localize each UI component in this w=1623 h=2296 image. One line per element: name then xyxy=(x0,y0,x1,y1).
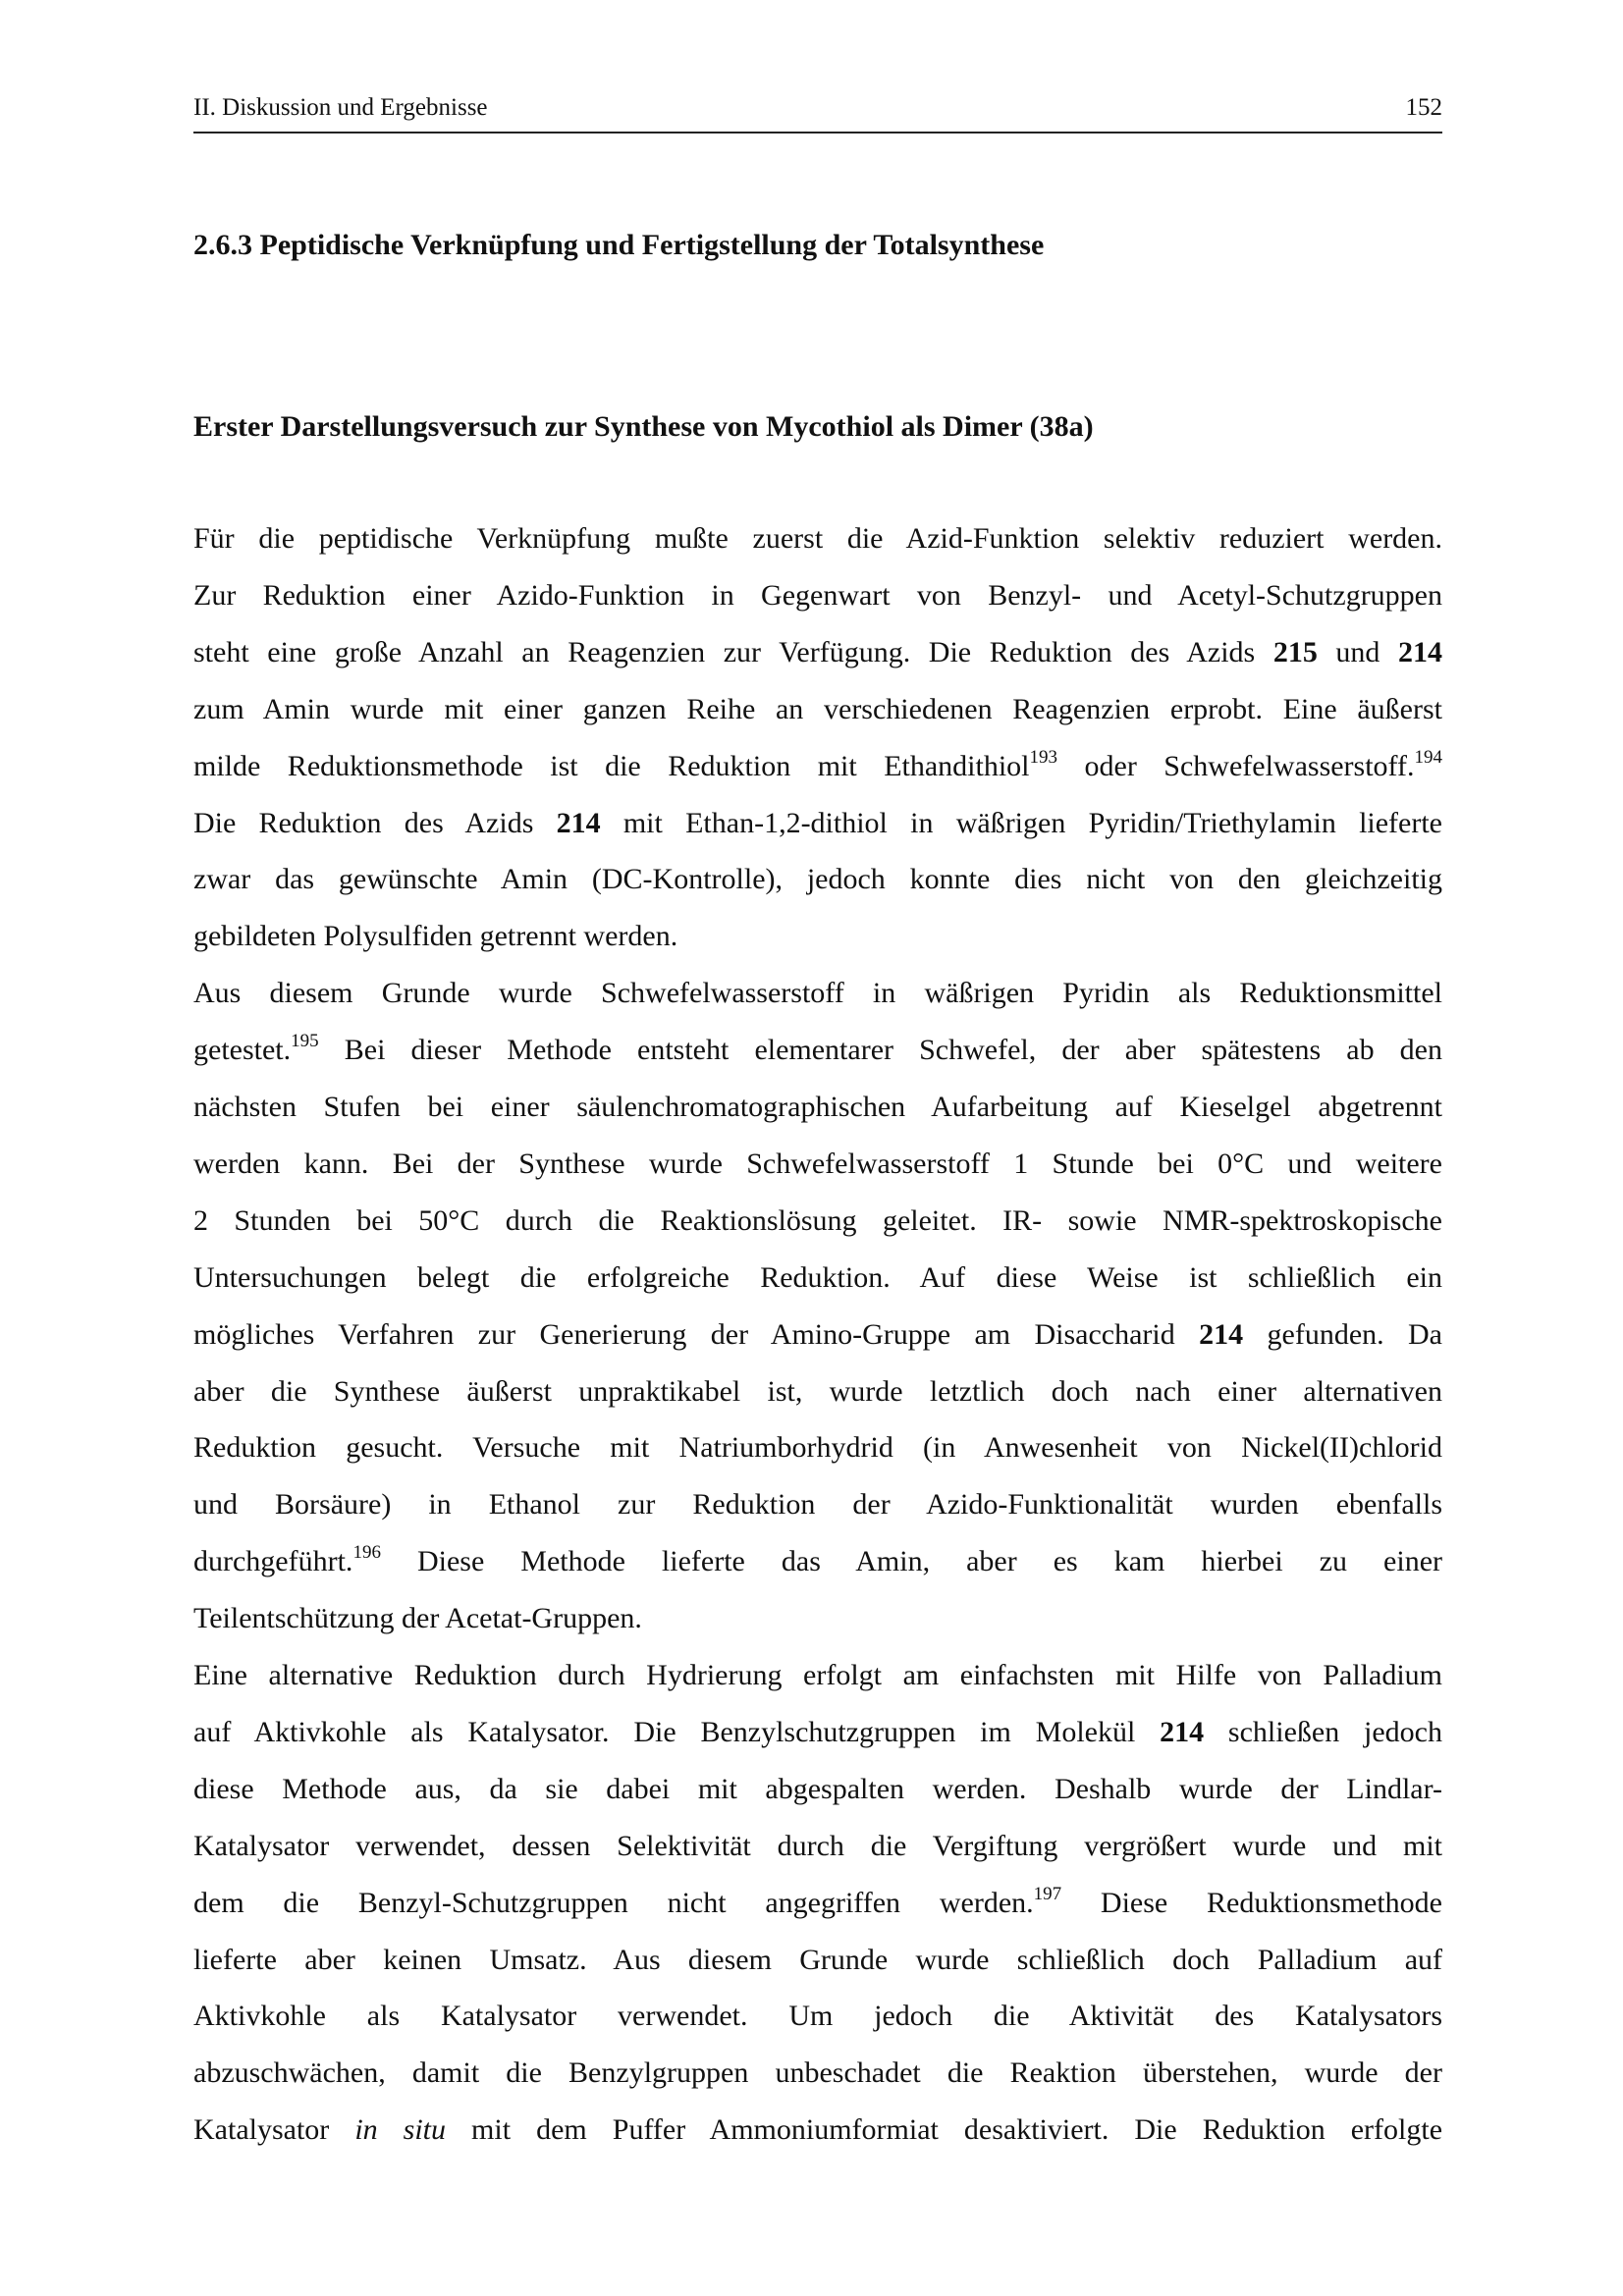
text-line xyxy=(193,1601,1442,1636)
compound-number: 214 xyxy=(1398,635,1442,668)
text-line xyxy=(193,1715,1442,1750)
text-line xyxy=(193,806,1442,841)
text-segment: Diese Reduktionsmethode xyxy=(1061,1886,1442,1919)
text-line xyxy=(193,1772,1442,1807)
text-segment: werden kann. Bei der Synthese wurde Schwefelwasserstoff 1 Stunde bei 0°C und weitere xyxy=(193,1147,1442,1180)
text-line xyxy=(193,1317,1442,1353)
chapter-title: II. Diskussion und Ergebnisse xyxy=(193,94,488,121)
footnote-reference: 197 xyxy=(1033,1883,1062,1904)
footnote-reference: 195 xyxy=(291,1031,319,1052)
text-segment: mit Ethan-1,2-dithiol in wäßrigen Pyridin/Triethylamin lieferte xyxy=(600,806,1442,839)
text-segment: diese Methode aus, da sie dabei mit abgespalten werden. Deshalb wurde der Lindlar- xyxy=(193,1772,1442,1805)
section-heading: 2.6.3 Peptidische Verknüpfung und Fertigstellung der Totalsynthese xyxy=(193,229,1045,261)
text-line xyxy=(193,1430,1442,1466)
text-segment: nächsten Stufen bei einer säulenchromatographischen Aufarbeitung auf Kieselgel abgetrennt xyxy=(193,1091,1442,1123)
text-segment: und Borsäure) in Ethanol zur Reduktion der Azido-Funktionalität wurden ebenfalls xyxy=(193,1488,1442,1522)
text-line xyxy=(193,1260,1442,1296)
text-segment: dem die Benzyl-Schutzgruppen nicht angegriffen werden. xyxy=(193,1886,1034,1919)
text-segment: lieferte aber keinen Umsatz. Aus diesem Grunde wurde schließlich doch Palladium auf xyxy=(193,1943,1442,1976)
compound-number: 214 xyxy=(1160,1715,1205,1748)
text-line xyxy=(193,2056,1442,2091)
text-line xyxy=(193,1544,1442,1579)
text-line xyxy=(193,919,1442,954)
text-segment: auf Aktivkohle als Katalysator. Die Benzylschutzgruppen im Molekül xyxy=(193,1715,1161,1748)
text-segment: steht eine große Anzahl an Reagenzien zur Verfügung. Die Reduktion des Azids xyxy=(193,635,1273,668)
text-segment: abzuschwächen, damit die Benzylgruppen unbeschadet die Reaktion überstehen, wurde der xyxy=(193,2056,1442,2090)
text-segment: Zur Reduktion einer Azido-Funktion in Gegenwart von Benzyl- und Acetyl-Schutzgruppen xyxy=(193,578,1442,612)
text-line xyxy=(193,1829,1442,1864)
text-segment: Katalysator xyxy=(193,2113,355,2147)
text-line xyxy=(193,1090,1442,1125)
text-segment: gebildeten Polysulfiden getrennt werden. xyxy=(193,920,678,953)
text-line xyxy=(193,746,1442,784)
running-header xyxy=(193,94,1442,122)
compound-number: 214 xyxy=(1199,1317,1244,1351)
header-rule xyxy=(193,132,1442,133)
text-line xyxy=(193,1883,1442,1921)
text-line xyxy=(193,521,1442,557)
text-segment: Eine alternative Reduktion durch Hydrierung erfolgt am einfachsten mit Hilfe von Palladium xyxy=(193,1659,1442,1691)
text-line xyxy=(193,1943,1442,1978)
text-segment: Die Reduktion des Azids xyxy=(193,806,557,839)
text-line xyxy=(193,692,1442,727)
text-segment: Diese Methode lieferte das Amin, aber es kam hierbei zu einer xyxy=(380,1545,1442,1578)
text-segment: in situ xyxy=(354,2113,447,2147)
text-line xyxy=(193,1658,1442,1693)
text-segment: Reduktion gesucht. Versuche mit Natriumborhydrid (in Anwesenheit von Nickel(II)chlorid xyxy=(193,1431,1442,1465)
text-line xyxy=(193,2112,1442,2148)
text-segment: und xyxy=(1317,635,1398,668)
page-number: 152 xyxy=(1405,94,1442,121)
compound-number: 215 xyxy=(1272,635,1318,668)
footnote-reference: 193 xyxy=(1029,746,1058,768)
text-line xyxy=(193,1033,1442,1068)
text-line xyxy=(193,1374,1442,1410)
text-line xyxy=(193,1999,1442,2034)
text-segment: zwar das gewünschte Amin (DC-Kontrolle), jedoch konnte dies nicht von den gleichzeitig xyxy=(193,863,1442,896)
text-segment: Teilentschützung der Acetat-Gruppen. xyxy=(193,1602,642,1635)
compound-number: 214 xyxy=(556,806,601,839)
subheading: Erster Darstellungsversuch zur Synthese von Mycothiol als Dimer (38a) xyxy=(193,410,1094,443)
text-segment: Untersuchungen belegt die erfolgreiche Reduktion. Auf diese Weise ist schließlich ein xyxy=(193,1260,1442,1294)
text-segment: mögliches Verfahren zur Generierung der Amino-Gruppe am Disaccharid xyxy=(193,1317,1200,1351)
text-line xyxy=(193,635,1442,670)
text-segment: getestet. xyxy=(193,1034,292,1067)
text-line xyxy=(193,1487,1442,1522)
text-segment: aber die Synthese äußerst unpraktikabel ist, wurde letztlich doch nach einer alternativen xyxy=(193,1374,1442,1408)
text-segment: oder Schwefelwasserstoff. xyxy=(1057,749,1415,782)
text-segment: Aus diesem Grunde wurde Schwefelwasserstoff in wäßrigen Pyridin als Reduktionsmittel xyxy=(193,977,1442,1010)
text-line xyxy=(193,976,1442,1011)
text-segment: Aktivkohle als Katalysator verwendet. Um jedoch die Aktivität des Katalysators xyxy=(193,2000,1442,2033)
text-line xyxy=(193,862,1442,897)
text-line xyxy=(193,1203,1442,1239)
text-segment: Bei dieser Methode entsteht elementarer Schwefel, der aber spätestens ab den xyxy=(318,1034,1442,1067)
text-segment: 2 Stunden bei 50°C durch die Reaktionslösung geleitet. IR- sowie NMR-spektroskopische xyxy=(193,1203,1442,1237)
text-segment: Für die peptidische Verknüpfung mußte zuerst die Azid-Funktion selektiv reduziert werden. xyxy=(193,522,1442,555)
text-segment: schließen jedoch xyxy=(1204,1715,1442,1748)
text-segment: mit dem Puffer Ammoniumformiat desaktiviert. Die Reduktion erfolgte xyxy=(446,2113,1443,2147)
text-segment: milde Reduktionsmethode ist die Reduktion mit Ethandithiol xyxy=(193,749,1030,782)
text-line xyxy=(193,578,1442,614)
text-line xyxy=(193,1147,1442,1182)
text-segment: durchgeführt. xyxy=(193,1545,353,1578)
footnote-reference: 196 xyxy=(352,1542,381,1564)
text-segment: zum Amin wurde mit einer ganzen Reihe an verschiedenen Reagenzien erprobt. Eine äußerst xyxy=(193,692,1442,725)
text-segment: gefunden. Da xyxy=(1243,1317,1442,1351)
text-segment: Katalysator verwendet, dessen Selektivität durch die Vergiftung vergrößert wurde und mit xyxy=(193,1829,1442,1862)
footnote-reference: 194 xyxy=(1414,746,1442,768)
